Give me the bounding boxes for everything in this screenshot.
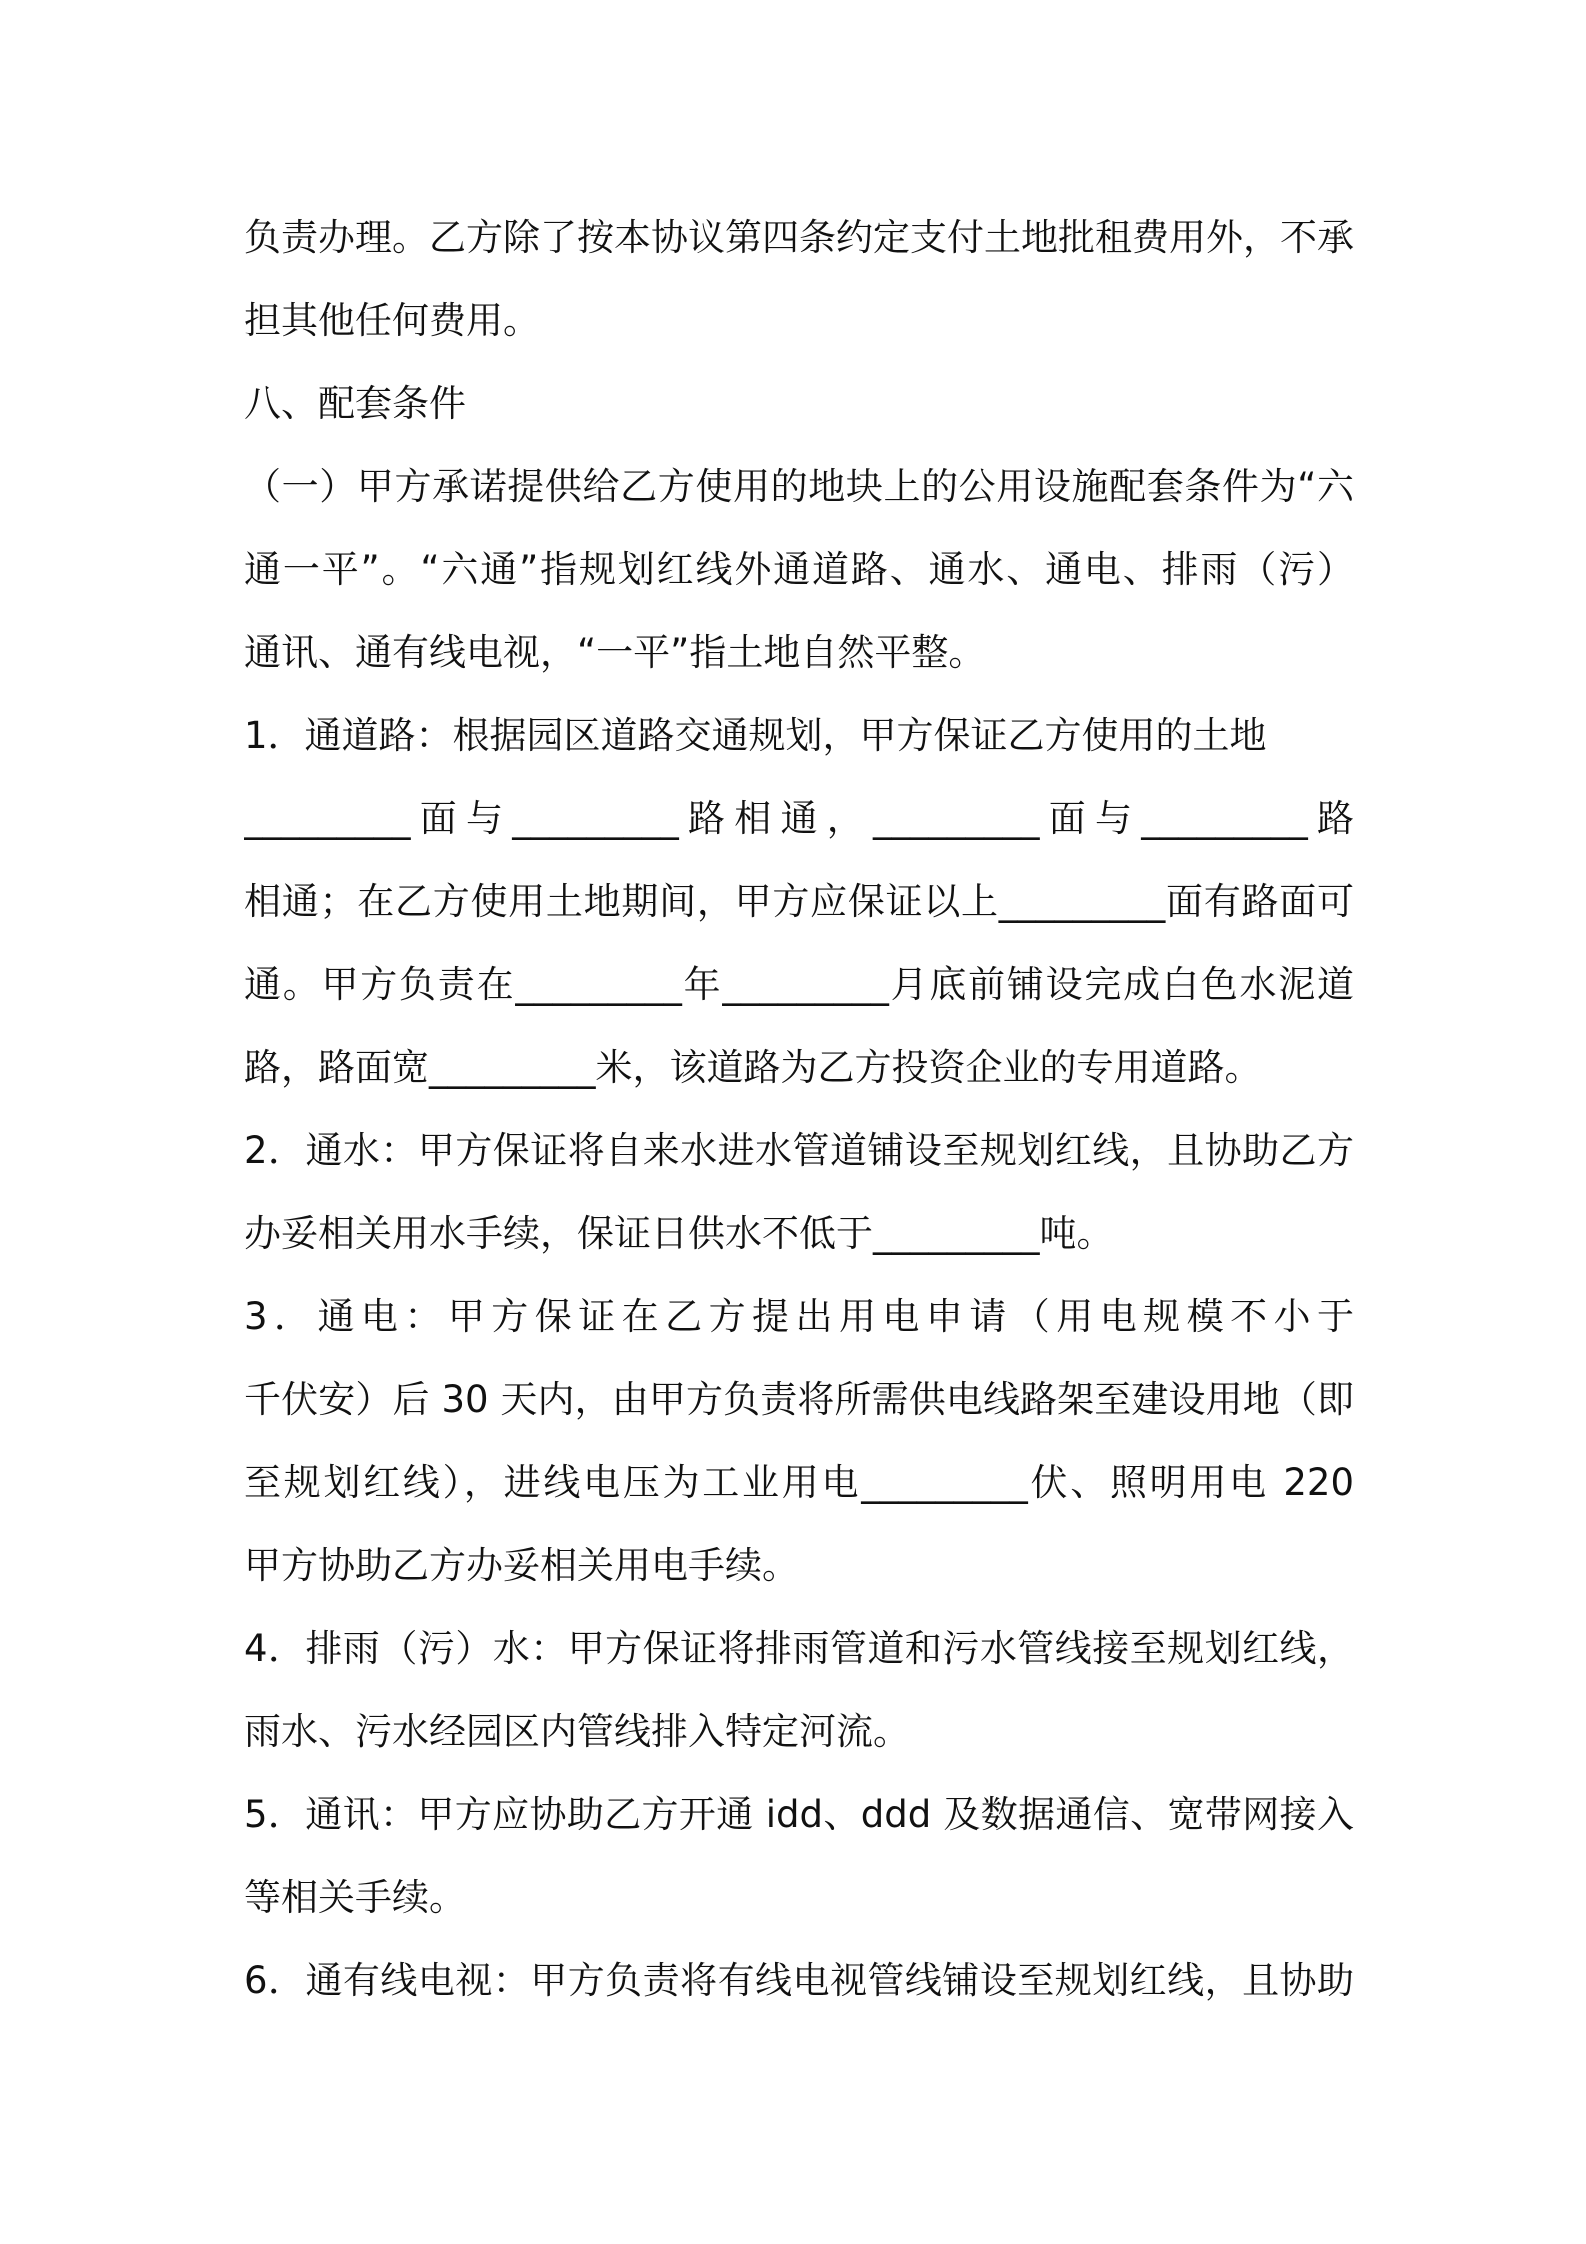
text-line: 1．通道路：根据园区道路交通规划，甲方保证乙方使用的土地 [244,714,1267,757]
text-line: 5．通讯：甲方应协助乙方开通 idd、ddd 及数据通信、宽带网接入 [244,1793,1354,1836]
text-line: 通一平”。“六通”指规划红线外通道路、通水、通电、排雨（污） [244,548,1354,591]
text-line: 甲方协助乙方办妥相关用电手续。 [244,1544,799,1587]
text-line: （一）甲方承诺提供给乙方使用的地块上的公用设施配套条件为“六 [244,465,1354,508]
text-line: 至规划红线），进线电压为工业用电_________伏、照明用电 220 [244,1461,1354,1504]
text-line: 4．排雨（污）水：甲方保证将排雨管道和污水管线接至规划红线， [244,1627,1354,1670]
text-line: 办妥相关用水手续，保证日供水不低于_________吨。 [244,1212,1114,1255]
text-line: 千伏安）后 30 天内，由甲方负责将所需供电线路架至建设用地（即 [244,1378,1354,1421]
text-line: 3．通电：甲方保证在乙方提出用电申请（用电规模不小于 [244,1295,1354,1338]
text-line: 通。甲方负责在_________年_________月底前铺设完成白色水泥道 [244,963,1354,1006]
section-heading: 八、配套条件 [244,382,466,425]
document-body [244,196,1354,2022]
text-line: 相通；在乙方使用土地期间，甲方应保证以上_________面有路面可 [244,880,1354,923]
text-line: 通讯、通有线电视，“一平”指土地自然平整。 [244,631,986,674]
text-line: 担其他任何费用。 [244,299,540,342]
text-line: 等相关手续。 [244,1876,466,1919]
text-line: 雨水、污水经园区内管线排入特定河流。 [244,1710,910,1753]
text-line: _________面与_________路相通，_________面与_________路 [244,797,1354,840]
text-line: 2．通水：甲方保证将自来水进水管道铺设至规划红线，且协助乙方 [244,1129,1354,1172]
text-line: 负责办理。乙方除了按本协议第四条约定支付土地批租费用外，不承 [244,216,1354,259]
text-line: 路，路面宽_________米，该道路为乙方投资企业的专用道路。 [244,1046,1262,1089]
text-line: 6．通有线电视：甲方负责将有线电视管线铺设至规划红线，且协助 [244,1959,1354,2002]
